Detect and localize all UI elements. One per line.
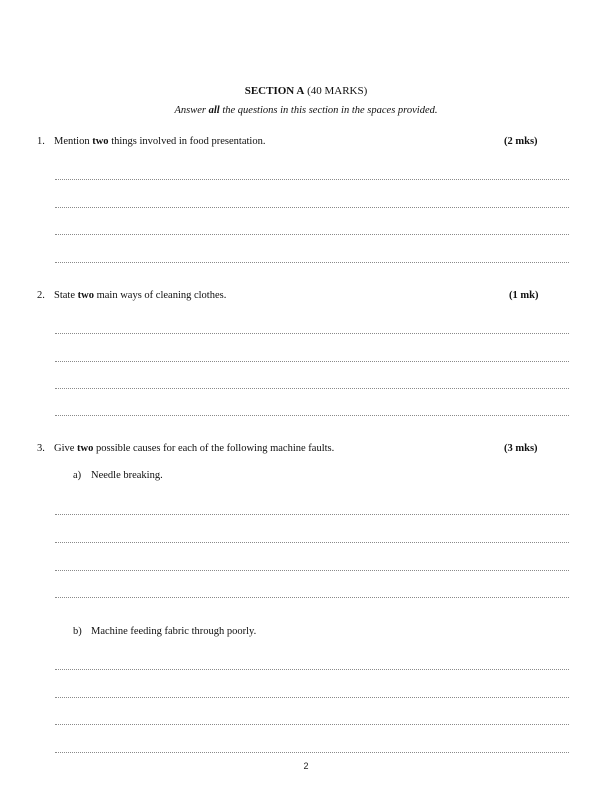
section-title-bold: SECTION A [244,85,305,97]
sub-question-text: Needle breaking. [91,470,163,481]
answer-line[interactable] [55,752,569,753]
question-marks: (2 mks) [504,136,538,147]
answer-line[interactable] [55,179,569,180]
question-text-pre: Mention [54,136,93,147]
question-text-bold: two [77,290,94,301]
sub-question-label: b) [73,626,82,637]
instruction-text-pre: Answer [174,105,209,116]
question-number: 2. [37,290,45,301]
answer-line[interactable] [55,597,569,598]
question-text [54,135,265,149]
question-text [54,289,226,303]
instruction-text-post: the questions in this section in the spaces provided. [219,105,438,116]
answer-line[interactable] [55,234,569,235]
question-text-post: things involved in food presentation. [108,136,266,147]
question-text-pre: State [54,290,78,301]
question-text-pre: Give [54,443,78,454]
question-marks: (3 mks) [504,443,538,454]
sub-question-text: Machine feeding fabric through poorly. [91,626,257,637]
answer-line[interactable] [55,333,569,334]
instruction-text-bold: all [208,105,220,116]
answer-line[interactable] [55,415,569,416]
answer-line[interactable] [55,570,569,571]
section-title-marks: (40 MARKS) [304,85,368,97]
section-instruction [0,104,612,118]
question-marks: (1 mk) [509,290,539,301]
answer-line[interactable] [55,542,569,543]
answer-line[interactable] [55,262,569,263]
answer-line[interactable] [55,669,569,670]
question-number: 1. [37,136,45,147]
answer-line[interactable] [55,724,569,725]
section-title [0,84,612,98]
question-number: 3. [37,443,45,454]
sub-question-label: a) [73,470,82,481]
question-text-post: possible causes for each of the following machine faults. [93,443,335,454]
question-text-bold: two [77,443,94,454]
page-number: 2 [303,761,309,771]
answer-line[interactable] [55,207,569,208]
answer-line[interactable] [55,514,569,515]
answer-line[interactable] [55,697,569,698]
question-text-post: main ways of cleaning clothes. [93,290,227,301]
question-text-bold: two [92,136,109,147]
question-text [54,442,334,456]
answer-line[interactable] [55,388,569,389]
answer-line[interactable] [55,361,569,362]
